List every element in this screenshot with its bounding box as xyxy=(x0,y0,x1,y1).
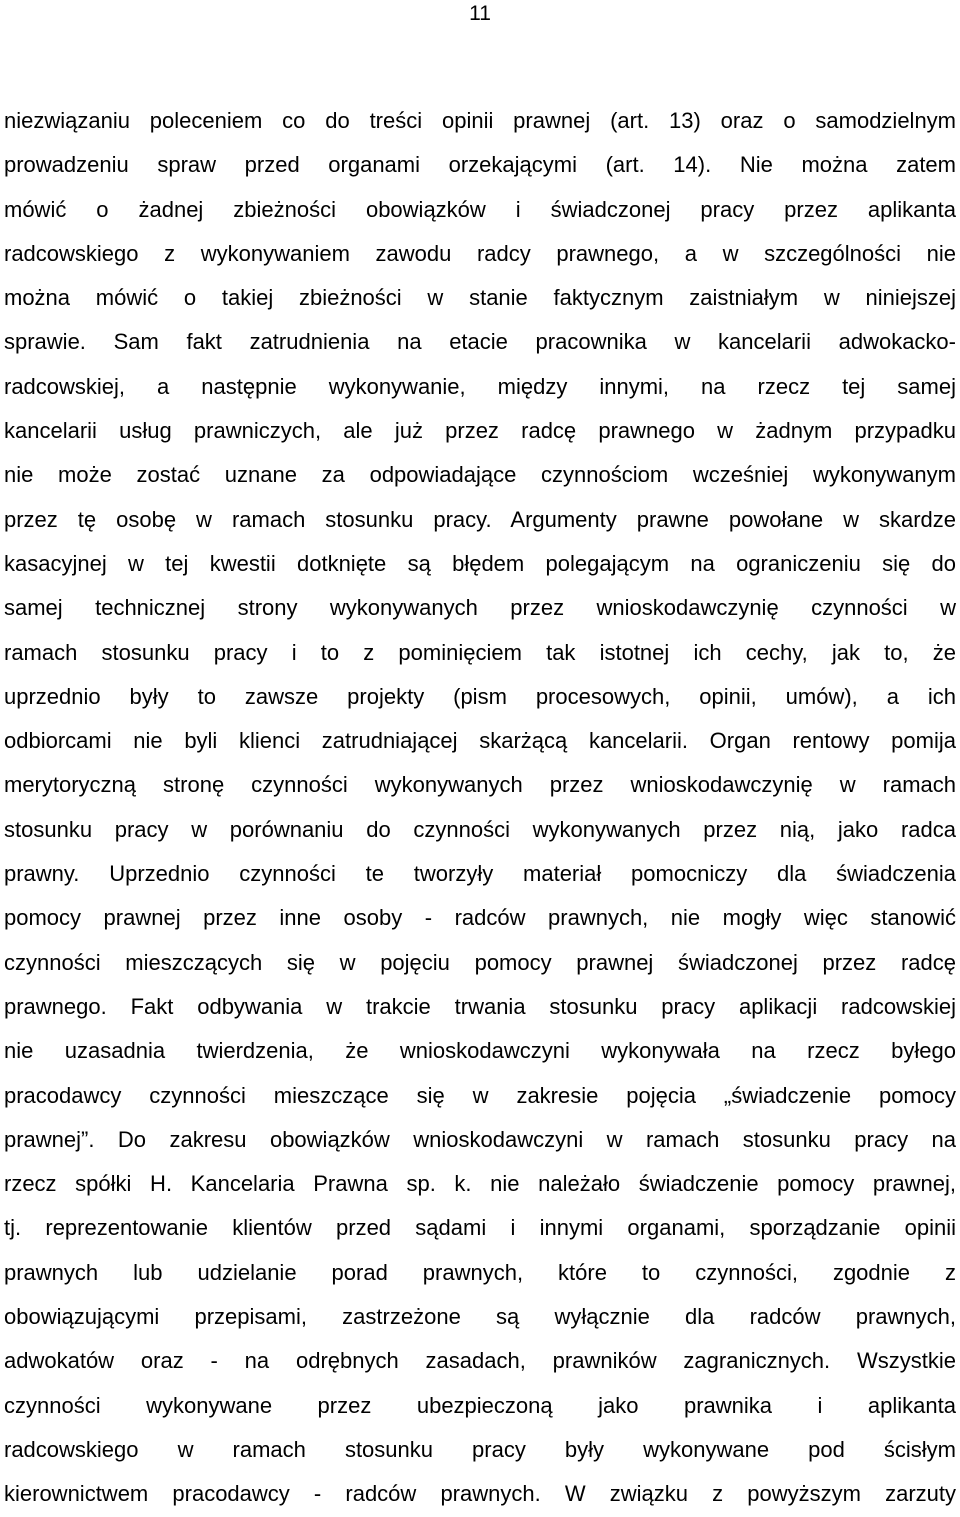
document-body-text xyxy=(4,99,956,1517)
text-line: rzecz spółki H. Kancelaria Prawna sp. k. nie należało świadczenie pomocy prawnej, xyxy=(4,1171,956,1197)
text-line: prowadzeniu spraw przed organami orzekającymi (art. 14). Nie można zatem xyxy=(4,152,956,178)
text-line: przez tę osobę w ramach stosunku pracy. Argumenty prawne powołane w skardze xyxy=(4,506,956,532)
text-line: radcowskiego w ramach stosunku pracy były wykonywane pod ścisłym xyxy=(4,1436,956,1462)
text-line: radcowskiego z wykonywaniem zawodu radcy prawnego, a w szczególności nie xyxy=(4,240,956,266)
text-line: prawnego. Fakt odbywania w trakcie trwania stosunku pracy aplikacji radcowskiej xyxy=(4,993,956,1019)
text-line: tj. reprezentowanie klientów przed sądami i innymi organami, sporządzanie opinii xyxy=(4,1215,956,1241)
text-line: pracodawcy czynności mieszczące się w zakresie pojęcia „świadczenie pomocy xyxy=(4,1082,956,1108)
text-line: kasacyjnej w tej kwestii dotknięte są błędem polegającym na ograniczeniu się do xyxy=(4,550,956,576)
text-line: odbiorcami nie byli klienci zatrudniającej skarżącą kancelarii. Organ rentowy pomija xyxy=(4,728,956,754)
text-line: samej technicznej strony wykonywanych przez wnioskodawczynię czynności w xyxy=(4,595,956,621)
text-line: czynności mieszczących się w pojęciu pomocy prawnej świadczonej przez radcę xyxy=(4,949,956,975)
text-line: można mówić o takiej zbieżności w stanie faktycznym zaistniałym w niniejszej xyxy=(4,285,956,311)
text-line: nie uzasadnia twierdzenia, że wnioskodawczyni wykonywała na rzecz byłego xyxy=(4,1038,956,1064)
text-line: niezwiązaniu poleceniem co do treści opinii prawnej (art. 13) oraz o samodzielnym xyxy=(4,108,956,133)
text-line: mówić o żadnej zbieżności obowiązków i świadczonej pracy przez aplikanta xyxy=(4,196,956,222)
text-line: prawnej”. Do zakresu obowiązków wnioskodawczyni w ramach stosunku pracy na xyxy=(4,1126,956,1152)
text-line: czynności wykonywane przez ubezpieczoną jako prawnika i aplikanta xyxy=(4,1392,956,1418)
text-line: kierownictwem pracodawcy - radców prawnych. W związku z powyższym zarzuty xyxy=(4,1481,956,1507)
text-line: uprzednio były to zawsze projekty (pism procesowych, opinii, umów), a ich xyxy=(4,683,956,709)
text-line: kancelarii usług prawniczych, ale już przez radcę prawnego w żadnym przypadku xyxy=(4,418,956,444)
text-line: prawnych lub udzielanie porad prawnych, które to czynności, zgodnie z xyxy=(4,1259,956,1285)
text-line: stosunku pracy w porównaniu do czynności wykonywanych przez nią, jako radca xyxy=(4,816,956,842)
text-line: radcowskiej, a następnie wykonywanie, między innymi, na rzecz tej samej xyxy=(4,373,956,399)
text-line: ramach stosunku pracy i to z pominięciem tak istotnej ich cechy, jak to, że xyxy=(4,639,956,665)
text-line: merytoryczną stronę czynności wykonywanych przez wnioskodawczynię w ramach xyxy=(4,772,956,798)
text-line: pomocy prawnej przez inne osoby - radców prawnych, nie mogły więc stanowić xyxy=(4,905,956,931)
page-number: 11 xyxy=(469,2,491,25)
text-line: adwokatów oraz - na odrębnych zasadach, prawników zagranicznych. Wszystkie xyxy=(4,1348,956,1374)
text-line: prawny. Uprzednio czynności te tworzyły materiał pomocniczy dla świadczenia xyxy=(4,861,956,887)
text-line: sprawie. Sam fakt zatrudnienia na etacie pracownika w kancelarii adwokacko- xyxy=(4,329,956,355)
text-line: nie może zostać uznane za odpowiadające czynnościom wcześniej wykonywanym xyxy=(4,462,956,488)
text-line: obowiązującymi przepisami, zastrzeżone są wyłącznie dla radców prawnych, xyxy=(4,1304,956,1330)
